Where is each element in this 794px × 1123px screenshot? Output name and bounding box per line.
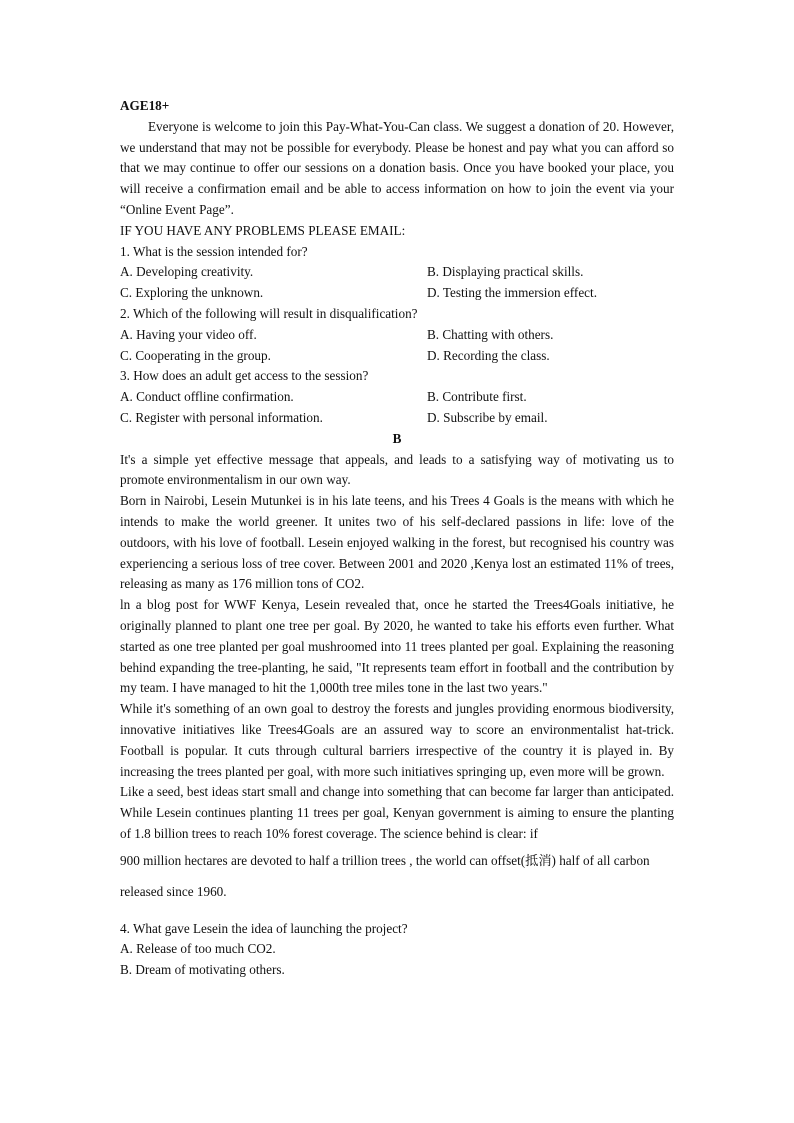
option-c: C. Exploring the unknown.: [120, 285, 264, 301]
passage-line: 900 million hectares are devoted to half a trillion trees , the world can offset(抵消) half of all carbon: [120, 852, 650, 868]
problems-line: IF YOU HAVE ANY PROBLEMS PLEASE EMAIL:: [120, 222, 406, 238]
passage-paragraph: Born in Nairobi, Lesein Mutunkei is in his late teens, and his Trees 4 Goals is the means with which he intends to make the world greener. It unites two of his self-declared passions in life: love of the outdoors, with his love of football. Lesein enjoyed walking in the forest, but recognised his country was experiencing a serious loss of tree cover. Between 2001 and 2020 ,Kenya lost an estimated 11% of trees, releasing as many as 176 million tons of CO2.: [120, 493, 674, 592]
spacer: [120, 907, 674, 919]
option-d: D. Testing the immersion effect.: [427, 285, 597, 301]
passage-paragraph: ln a blog post for WWF Kenya, Lesein revealed that, once he started the Trees4Goals initiative, he originally planned to plant one tree per goal. By 2020, he wanted to take his efforts even further. What started as one tree planted per goal mushroomed into 11 trees planted per goal. Explaining the reasoning behind expanding the tree-planting, he said, "It represents team effort in football and the contribution by my team. I have managed to hit the 1,000th tree miles tone in the last two years.": [120, 597, 674, 696]
option-a: A. Conduct offline confirmation.: [120, 389, 294, 405]
option-d: D. Recording the class.: [427, 347, 550, 363]
options-row: [120, 283, 674, 304]
option-c: C. Register with personal information.: [120, 409, 323, 425]
option-a: A. Having your video off.: [120, 326, 257, 342]
question-block: [120, 366, 674, 428]
options-row: [120, 325, 674, 346]
option-c: C. Cooperating in the group.: [120, 347, 271, 363]
question-block: [120, 242, 674, 304]
question-block: [120, 304, 674, 366]
question-text: 4. What gave Lesein the idea of launching the project?: [120, 920, 408, 936]
passage-line: released since 1960.: [120, 883, 227, 899]
section-b-label: B: [392, 430, 402, 446]
option-a: A. Developing creativity.: [120, 264, 254, 280]
passage-paragraph: Like a seed, best ideas start small and change into something that can become far larger than anticipated. While Lesein continues planting 11 trees per goal, Kenyan government is aiming to ensure the planting of 1.8 billion trees to reach 10% forest coverage. The science behind is clear: if: [120, 784, 674, 841]
passage-paragraph: While it's something of an own goal to destroy the forests and jungles providing enormous biodiversity, innovative initiatives like Trees4Goals are an assured way to score an environmentalist hat-trick. Football is popular. It cuts through cultural barriers irrespective of the country it is played in. By increasing the trees planted per goal, with more such initiatives springing up, even more will be grown.: [120, 701, 674, 779]
question-text: 3. How does an adult get access to the session?: [120, 368, 369, 384]
options-row: [120, 262, 674, 283]
option-d: D. Subscribe by email.: [427, 409, 548, 425]
question-text: 1. What is the session intended for?: [120, 243, 308, 259]
intro-paragraph: Everyone is welcome to join this Pay-What-You-Can class. We suggest a donation of 20. However, we understand that may not be possible for everybody. Please be honest and pay what you can afford so that we may continue to offer our sessions on a donation basis. Once you have booked your place, you will receive a confirmation email and be able to access information on how to join the event via your “Online Event Page”.: [120, 118, 674, 217]
option-a: A. Release of too much CO2.: [120, 941, 276, 957]
passage-paragraph: It's a simple yet effective message that appeals, and leads to a satisfying way of motivating us to promote environmentalism in our own way.: [120, 451, 674, 488]
options-row: [120, 408, 674, 429]
section-heading: AGE18+: [120, 98, 170, 113]
option-b: B. Contribute first.: [427, 389, 527, 405]
document-page: [120, 96, 674, 981]
options-row: [120, 346, 674, 367]
option-b: B. Chatting with others.: [427, 326, 554, 342]
options-row: [120, 387, 674, 408]
option-b: B. Displaying practical skills.: [427, 264, 584, 280]
option-b: B. Dream of motivating others.: [120, 962, 285, 978]
question-text: 2. Which of the following will result in disqualification?: [120, 305, 418, 321]
